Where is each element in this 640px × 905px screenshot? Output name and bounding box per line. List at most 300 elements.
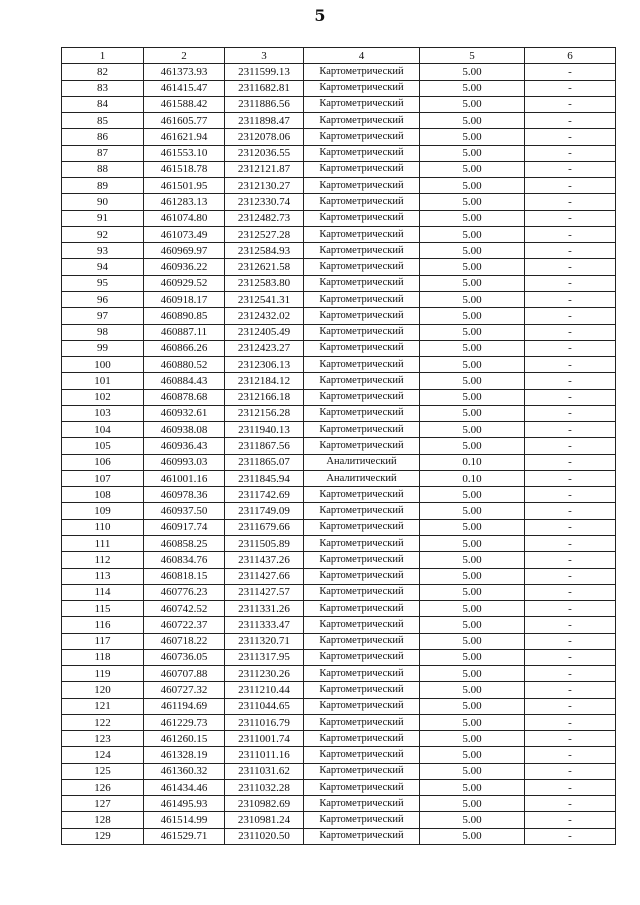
method-cell: Картометрический [304, 259, 420, 275]
x-coordinate-cell: 461588.42 [144, 96, 225, 112]
method-cell: Картометрический [304, 64, 420, 80]
method-cell: Картометрический [304, 178, 420, 194]
method-cell: Картометрический [304, 324, 420, 340]
table-row [62, 145, 616, 161]
method-cell: Картометрический [304, 617, 420, 633]
method-cell: Картометрический [304, 519, 420, 535]
x-coordinate-cell: 460887.11 [144, 324, 225, 340]
x-coordinate-cell: 461328.19 [144, 747, 225, 763]
point-number-cell: 83 [62, 80, 144, 96]
point-number-cell: 114 [62, 584, 144, 600]
note-cell: - [525, 113, 616, 129]
y-coordinate-cell: 2312184.12 [225, 373, 304, 389]
y-coordinate-cell: 2311210.44 [225, 682, 304, 698]
method-cell: Картометрический [304, 438, 420, 454]
point-number-cell: 111 [62, 535, 144, 551]
note-cell: - [525, 145, 616, 161]
table-row [62, 422, 616, 438]
x-coordinate-cell: 461495.93 [144, 796, 225, 812]
note-cell: - [525, 487, 616, 503]
column-header: 6 [525, 48, 616, 64]
note-cell: - [525, 243, 616, 259]
point-number-cell: 109 [62, 503, 144, 519]
accuracy-cell: 5.00 [420, 633, 525, 649]
point-number-cell: 93 [62, 243, 144, 259]
method-cell: Аналитический [304, 454, 420, 470]
y-coordinate-cell: 2311427.66 [225, 568, 304, 584]
x-coordinate-cell: 460776.23 [144, 584, 225, 600]
point-number-cell: 103 [62, 405, 144, 421]
y-coordinate-cell: 2311044.65 [225, 698, 304, 714]
method-cell: Картометрический [304, 226, 420, 242]
table-row [62, 243, 616, 259]
point-number-cell: 118 [62, 649, 144, 665]
x-coordinate-cell: 461553.10 [144, 145, 225, 161]
point-number-cell: 120 [62, 682, 144, 698]
note-cell: - [525, 64, 616, 80]
accuracy-cell: 5.00 [420, 731, 525, 747]
accuracy-cell: 5.00 [420, 666, 525, 682]
accuracy-cell: 5.00 [420, 649, 525, 665]
x-coordinate-cell: 460884.43 [144, 373, 225, 389]
point-number-cell: 94 [62, 259, 144, 275]
method-cell: Картометрический [304, 96, 420, 112]
accuracy-cell: 5.00 [420, 145, 525, 161]
accuracy-cell: 5.00 [420, 80, 525, 96]
method-cell: Картометрический [304, 161, 420, 177]
accuracy-cell: 5.00 [420, 96, 525, 112]
accuracy-cell: 5.00 [420, 113, 525, 129]
x-coordinate-cell: 460969.97 [144, 243, 225, 259]
table-row [62, 389, 616, 405]
y-coordinate-cell: 2311016.79 [225, 714, 304, 730]
table-row [62, 405, 616, 421]
note-cell: - [525, 503, 616, 519]
point-number-cell: 85 [62, 113, 144, 129]
column-header: 3 [225, 48, 304, 64]
point-number-cell: 92 [62, 226, 144, 242]
accuracy-cell: 5.00 [420, 373, 525, 389]
column-header: 4 [304, 48, 420, 64]
x-coordinate-cell: 460718.22 [144, 633, 225, 649]
point-number-cell: 129 [62, 828, 144, 844]
note-cell: - [525, 324, 616, 340]
method-cell: Картометрический [304, 552, 420, 568]
x-coordinate-cell: 461229.73 [144, 714, 225, 730]
point-number-cell: 82 [62, 64, 144, 80]
note-cell: - [525, 796, 616, 812]
method-cell: Картометрический [304, 291, 420, 307]
accuracy-cell: 5.00 [420, 438, 525, 454]
note-cell: - [525, 357, 616, 373]
note-cell: - [525, 763, 616, 779]
table-row [62, 308, 616, 324]
method-cell: Картометрический [304, 535, 420, 551]
point-number-cell: 127 [62, 796, 144, 812]
y-coordinate-cell: 2311317.95 [225, 649, 304, 665]
table-header-row [62, 48, 616, 64]
y-coordinate-cell: 2312306.13 [225, 357, 304, 373]
note-cell: - [525, 568, 616, 584]
note-cell: - [525, 535, 616, 551]
x-coordinate-cell: 461434.46 [144, 779, 225, 795]
accuracy-cell: 5.00 [420, 405, 525, 421]
point-number-cell: 98 [62, 324, 144, 340]
method-cell: Картометрический [304, 698, 420, 714]
y-coordinate-cell: 2311505.89 [225, 535, 304, 551]
table-row [62, 812, 616, 828]
y-coordinate-cell: 2311032.28 [225, 779, 304, 795]
method-cell: Картометрический [304, 584, 420, 600]
note-cell: - [525, 194, 616, 210]
y-coordinate-cell: 2311682.81 [225, 80, 304, 96]
y-coordinate-cell: 2311865.07 [225, 454, 304, 470]
table-row [62, 373, 616, 389]
x-coordinate-cell: 460866.26 [144, 340, 225, 356]
accuracy-cell: 5.00 [420, 243, 525, 259]
page-number: 5 [314, 6, 326, 25]
y-coordinate-cell: 2312482.73 [225, 210, 304, 226]
y-coordinate-cell: 2311427.57 [225, 584, 304, 600]
y-coordinate-cell: 2312583.80 [225, 275, 304, 291]
column-header: 1 [62, 48, 144, 64]
accuracy-cell: 5.00 [420, 357, 525, 373]
table-row [62, 96, 616, 112]
y-coordinate-cell: 2312166.18 [225, 389, 304, 405]
point-number-cell: 107 [62, 470, 144, 486]
point-number-cell: 101 [62, 373, 144, 389]
coordinates-table [61, 47, 616, 845]
point-number-cell: 100 [62, 357, 144, 373]
column-header: 2 [144, 48, 225, 64]
x-coordinate-cell: 461073.49 [144, 226, 225, 242]
accuracy-cell: 5.00 [420, 568, 525, 584]
x-coordinate-cell: 461194.69 [144, 698, 225, 714]
y-coordinate-cell: 2312527.28 [225, 226, 304, 242]
y-coordinate-cell: 2311437.26 [225, 552, 304, 568]
method-cell: Картометрический [304, 487, 420, 503]
table-row [62, 519, 616, 535]
table-row [62, 828, 616, 844]
table-row [62, 129, 616, 145]
y-coordinate-cell: 2311001.74 [225, 731, 304, 747]
y-coordinate-cell: 2311230.26 [225, 666, 304, 682]
y-coordinate-cell: 2312330.74 [225, 194, 304, 210]
x-coordinate-cell: 461360.32 [144, 763, 225, 779]
y-coordinate-cell: 2312541.31 [225, 291, 304, 307]
method-cell: Картометрический [304, 763, 420, 779]
method-cell: Картометрический [304, 308, 420, 324]
table-row [62, 259, 616, 275]
method-cell: Картометрический [304, 779, 420, 795]
accuracy-cell: 5.00 [420, 389, 525, 405]
point-number-cell: 106 [62, 454, 144, 470]
table-row [62, 796, 616, 812]
x-coordinate-cell: 460936.43 [144, 438, 225, 454]
note-cell: - [525, 454, 616, 470]
x-coordinate-cell: 460742.52 [144, 601, 225, 617]
note-cell: - [525, 470, 616, 486]
accuracy-cell: 5.00 [420, 519, 525, 535]
table-row [62, 194, 616, 210]
accuracy-cell: 5.00 [420, 129, 525, 145]
y-coordinate-cell: 2311749.09 [225, 503, 304, 519]
point-number-cell: 89 [62, 178, 144, 194]
point-number-cell: 128 [62, 812, 144, 828]
method-cell: Картометрический [304, 649, 420, 665]
point-number-cell: 122 [62, 714, 144, 730]
x-coordinate-cell: 461260.15 [144, 731, 225, 747]
method-cell: Картометрический [304, 80, 420, 96]
table-row [62, 324, 616, 340]
accuracy-cell: 5.00 [420, 503, 525, 519]
x-coordinate-cell: 461001.16 [144, 470, 225, 486]
y-coordinate-cell: 2310981.24 [225, 812, 304, 828]
note-cell: - [525, 389, 616, 405]
note-cell: - [525, 649, 616, 665]
x-coordinate-cell: 460918.17 [144, 291, 225, 307]
x-coordinate-cell: 460917.74 [144, 519, 225, 535]
x-coordinate-cell: 460932.61 [144, 405, 225, 421]
y-coordinate-cell: 2311331.26 [225, 601, 304, 617]
point-number-cell: 113 [62, 568, 144, 584]
accuracy-cell: 5.00 [420, 422, 525, 438]
x-coordinate-cell: 460722.37 [144, 617, 225, 633]
table-row [62, 584, 616, 600]
note-cell: - [525, 633, 616, 649]
x-coordinate-cell: 461074.80 [144, 210, 225, 226]
y-coordinate-cell: 2311867.56 [225, 438, 304, 454]
x-coordinate-cell: 460736.05 [144, 649, 225, 665]
point-number-cell: 112 [62, 552, 144, 568]
method-cell: Картометрический [304, 666, 420, 682]
x-coordinate-cell: 461514.99 [144, 812, 225, 828]
note-cell: - [525, 291, 616, 307]
y-coordinate-cell: 2311742.69 [225, 487, 304, 503]
note-cell: - [525, 438, 616, 454]
method-cell: Картометрический [304, 373, 420, 389]
note-cell: - [525, 129, 616, 145]
note-cell: - [525, 210, 616, 226]
x-coordinate-cell: 460707.88 [144, 666, 225, 682]
method-cell: Картометрический [304, 357, 420, 373]
y-coordinate-cell: 2312156.28 [225, 405, 304, 421]
y-coordinate-cell: 2311845.94 [225, 470, 304, 486]
accuracy-cell: 5.00 [420, 682, 525, 698]
y-coordinate-cell: 2312121.87 [225, 161, 304, 177]
x-coordinate-cell: 460929.52 [144, 275, 225, 291]
table-row [62, 210, 616, 226]
method-cell: Картометрический [304, 422, 420, 438]
y-coordinate-cell: 2311679.66 [225, 519, 304, 535]
method-cell: Картометрический [304, 210, 420, 226]
method-cell: Картометрический [304, 731, 420, 747]
point-number-cell: 126 [62, 779, 144, 795]
y-coordinate-cell: 2312423.27 [225, 340, 304, 356]
y-coordinate-cell: 2311333.47 [225, 617, 304, 633]
note-cell: - [525, 80, 616, 96]
note-cell: - [525, 682, 616, 698]
point-number-cell: 87 [62, 145, 144, 161]
note-cell: - [525, 731, 616, 747]
table-row [62, 487, 616, 503]
accuracy-cell: 5.00 [420, 210, 525, 226]
method-cell: Картометрический [304, 633, 420, 649]
x-coordinate-cell: 460936.22 [144, 259, 225, 275]
table-row [62, 178, 616, 194]
point-number-cell: 123 [62, 731, 144, 747]
table-row [62, 470, 616, 486]
note-cell: - [525, 161, 616, 177]
x-coordinate-cell: 460978.36 [144, 487, 225, 503]
accuracy-cell: 5.00 [420, 812, 525, 828]
table-row [62, 568, 616, 584]
note-cell: - [525, 552, 616, 568]
note-cell: - [525, 422, 616, 438]
y-coordinate-cell: 2311898.47 [225, 113, 304, 129]
point-number-cell: 99 [62, 340, 144, 356]
y-coordinate-cell: 2311020.50 [225, 828, 304, 844]
note-cell: - [525, 828, 616, 844]
note-cell: - [525, 340, 616, 356]
table-row [62, 113, 616, 129]
point-number-cell: 116 [62, 617, 144, 633]
x-coordinate-cell: 461501.95 [144, 178, 225, 194]
y-coordinate-cell: 2312405.49 [225, 324, 304, 340]
point-number-cell: 96 [62, 291, 144, 307]
accuracy-cell: 5.00 [420, 259, 525, 275]
y-coordinate-cell: 2311940.13 [225, 422, 304, 438]
point-number-cell: 121 [62, 698, 144, 714]
table-row [62, 340, 616, 356]
method-cell: Картометрический [304, 601, 420, 617]
table-row [62, 698, 616, 714]
method-cell: Аналитический [304, 470, 420, 486]
x-coordinate-cell: 460727.32 [144, 682, 225, 698]
table-row [62, 617, 616, 633]
accuracy-cell: 5.00 [420, 617, 525, 633]
table-row [62, 601, 616, 617]
accuracy-cell: 5.00 [420, 324, 525, 340]
table-row [62, 535, 616, 551]
accuracy-cell: 5.00 [420, 487, 525, 503]
table-row [62, 438, 616, 454]
x-coordinate-cell: 461415.47 [144, 80, 225, 96]
note-cell: - [525, 178, 616, 194]
y-coordinate-cell: 2311031.62 [225, 763, 304, 779]
x-coordinate-cell: 461605.77 [144, 113, 225, 129]
method-cell: Картометрический [304, 812, 420, 828]
note-cell: - [525, 714, 616, 730]
table-row [62, 291, 616, 307]
method-cell: Картометрический [304, 568, 420, 584]
x-coordinate-cell: 460818.15 [144, 568, 225, 584]
accuracy-cell: 5.00 [420, 275, 525, 291]
accuracy-cell: 5.00 [420, 747, 525, 763]
x-coordinate-cell: 461621.94 [144, 129, 225, 145]
point-number-cell: 91 [62, 210, 144, 226]
accuracy-cell: 5.00 [420, 714, 525, 730]
point-number-cell: 104 [62, 422, 144, 438]
method-cell: Картометрический [304, 682, 420, 698]
accuracy-cell: 5.00 [420, 828, 525, 844]
method-cell: Картометрический [304, 714, 420, 730]
y-coordinate-cell: 2312584.93 [225, 243, 304, 259]
point-number-cell: 95 [62, 275, 144, 291]
table-row [62, 779, 616, 795]
accuracy-cell: 5.00 [420, 796, 525, 812]
table-row [62, 64, 616, 80]
y-coordinate-cell: 2312130.27 [225, 178, 304, 194]
table-row [62, 357, 616, 373]
method-cell: Картометрический [304, 275, 420, 291]
accuracy-cell: 0.10 [420, 454, 525, 470]
accuracy-cell: 5.00 [420, 763, 525, 779]
note-cell: - [525, 779, 616, 795]
note-cell: - [525, 259, 616, 275]
y-coordinate-cell: 2312078.06 [225, 129, 304, 145]
table-row [62, 714, 616, 730]
x-coordinate-cell: 460878.68 [144, 389, 225, 405]
point-number-cell: 117 [62, 633, 144, 649]
accuracy-cell: 5.00 [420, 291, 525, 307]
note-cell: - [525, 698, 616, 714]
point-number-cell: 124 [62, 747, 144, 763]
point-number-cell: 110 [62, 519, 144, 535]
x-coordinate-cell: 460858.25 [144, 535, 225, 551]
accuracy-cell: 5.00 [420, 584, 525, 600]
table-row [62, 731, 616, 747]
x-coordinate-cell: 460880.52 [144, 357, 225, 373]
note-cell: - [525, 617, 616, 633]
accuracy-cell: 5.00 [420, 698, 525, 714]
x-coordinate-cell: 460834.76 [144, 552, 225, 568]
method-cell: Картометрический [304, 113, 420, 129]
y-coordinate-cell: 2311886.56 [225, 96, 304, 112]
table-row [62, 226, 616, 242]
point-number-cell: 86 [62, 129, 144, 145]
note-cell: - [525, 226, 616, 242]
note-cell: - [525, 308, 616, 324]
y-coordinate-cell: 2312432.02 [225, 308, 304, 324]
table-row [62, 763, 616, 779]
accuracy-cell: 5.00 [420, 601, 525, 617]
note-cell: - [525, 519, 616, 535]
table-body [62, 64, 616, 845]
method-cell: Картометрический [304, 194, 420, 210]
point-number-cell: 119 [62, 666, 144, 682]
accuracy-cell: 5.00 [420, 161, 525, 177]
point-number-cell: 125 [62, 763, 144, 779]
x-coordinate-cell: 460938.08 [144, 422, 225, 438]
table-row [62, 80, 616, 96]
y-coordinate-cell: 2311011.16 [225, 747, 304, 763]
point-number-cell: 102 [62, 389, 144, 405]
table-row [62, 666, 616, 682]
accuracy-cell: 5.00 [420, 535, 525, 551]
y-coordinate-cell: 2311320.71 [225, 633, 304, 649]
table-row [62, 275, 616, 291]
method-cell: Картометрический [304, 503, 420, 519]
point-number-cell: 97 [62, 308, 144, 324]
point-number-cell: 108 [62, 487, 144, 503]
point-number-cell: 115 [62, 601, 144, 617]
note-cell: - [525, 812, 616, 828]
x-coordinate-cell: 461283.13 [144, 194, 225, 210]
point-number-cell: 88 [62, 161, 144, 177]
accuracy-cell: 5.00 [420, 779, 525, 795]
accuracy-cell: 5.00 [420, 552, 525, 568]
